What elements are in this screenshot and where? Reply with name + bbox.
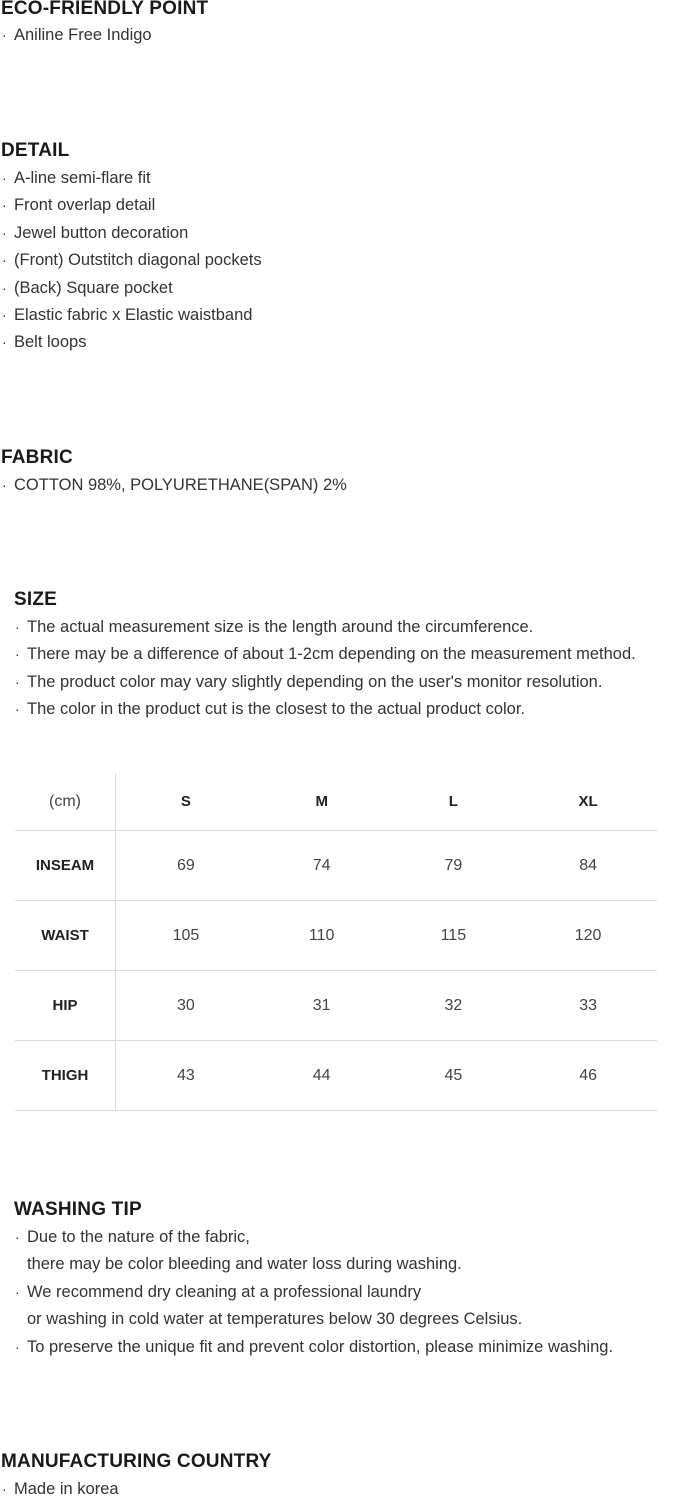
size-column-header: L <box>388 773 520 831</box>
list-item: · COTTON 98%, POLYURETHANE(SPAN) 2% <box>1 472 347 499</box>
table-cell: 45 <box>388 1041 520 1111</box>
table-cell: 84 <box>519 831 657 901</box>
detail-section <box>1 139 262 357</box>
bullet-icon: · <box>15 1283 20 1300</box>
table-cell: 33 <box>519 971 657 1041</box>
bullet-icon: · <box>2 224 7 241</box>
list-item: · The product color may vary slightly depending on the user's monitor resolution. <box>14 669 636 696</box>
washing-section <box>14 1198 613 1361</box>
table-cell: 120 <box>519 901 657 971</box>
table-cell: 32 <box>388 971 520 1041</box>
bullet-icon: · <box>15 619 20 635</box>
table-cell: 43 <box>116 1041 256 1111</box>
row-label: WAIST <box>15 901 116 971</box>
table-cell: 105 <box>116 901 256 971</box>
bullet-icon: · <box>2 477 7 493</box>
list-item: · Belt loops <box>1 329 262 356</box>
list-item: · Made in korea <box>1 1476 272 1503</box>
list-item: · We recommend dry cleaning at a professional laundry or washing in cold water at temperatures below 30 degrees Celsius. <box>14 1279 613 1334</box>
list-item: · There may be a difference of about 1-2cm depending on the measurement method. <box>14 641 636 668</box>
table-row <box>15 831 657 901</box>
bullet-icon: · <box>2 252 7 269</box>
bullet-icon: · <box>15 673 20 690</box>
fabric-list <box>1 472 347 499</box>
row-label: HIP <box>15 971 116 1041</box>
table-row <box>15 971 657 1041</box>
manufacturing-heading: MANUFACTURING COUNTRY <box>1 1451 272 1472</box>
bullet-icon: · <box>2 279 7 296</box>
eco-list <box>1 22 208 49</box>
bullet-icon: · <box>2 27 7 43</box>
bullet-icon: · <box>15 701 20 718</box>
bullet-icon: · <box>2 1481 7 1497</box>
size-column-header: S <box>116 773 256 831</box>
eco-heading: ECO-FRIENDLY POINT <box>1 0 209 19</box>
table-row <box>15 1041 657 1111</box>
bullet-icon: · <box>15 646 20 663</box>
table-cell: 31 <box>256 971 388 1041</box>
bullet-icon: · <box>15 1229 20 1245</box>
bullet-icon: · <box>15 1338 20 1355</box>
list-item: · Elastic fabric x Elastic waistband <box>1 302 262 329</box>
detail-list <box>1 165 262 357</box>
table-header-row <box>15 773 657 831</box>
table-row <box>15 901 657 971</box>
fabric-heading: FABRIC <box>1 447 73 468</box>
list-item: · A-line semi-flare fit <box>1 165 262 192</box>
table-cell: 69 <box>116 831 256 901</box>
table-cell: 30 <box>116 971 256 1041</box>
list-item: · The color in the product cut is the closest to the actual product color. <box>14 696 636 723</box>
bullet-icon: · <box>2 307 7 324</box>
washing-heading: WASHING TIP <box>14 1199 142 1220</box>
bullet-icon: · <box>2 334 7 351</box>
eco-section <box>1 0 208 49</box>
size-table <box>15 773 657 1111</box>
table-cell: 44 <box>256 1041 388 1111</box>
table-cell: 79 <box>388 831 520 901</box>
unit-label: (cm) <box>15 773 116 831</box>
table-cell: 74 <box>256 831 388 901</box>
list-item: · (Front) Outstitch diagonal pockets <box>1 247 262 274</box>
list-item: · Aniline Free Indigo <box>1 22 208 49</box>
table-cell: 46 <box>519 1041 657 1111</box>
row-label: INSEAM <box>15 831 116 901</box>
detail-heading: DETAIL <box>1 140 70 161</box>
list-item: · (Back) Square pocket <box>1 275 262 302</box>
fabric-section <box>1 446 347 499</box>
size-notes-list <box>14 614 636 724</box>
manufacturing-section <box>1 1450 272 1503</box>
size-heading: SIZE <box>14 589 58 610</box>
table-cell: 110 <box>256 901 388 971</box>
size-section <box>14 588 636 724</box>
bullet-icon: · <box>2 197 7 214</box>
list-item: · The actual measurement size is the length around the circumference. <box>14 614 636 641</box>
manufacturing-list <box>1 1476 272 1503</box>
row-label: THIGH <box>15 1041 116 1111</box>
bullet-icon: · <box>2 170 7 186</box>
list-item: · Jewel button decoration <box>1 220 262 247</box>
list-item: · Due to the nature of the fabric, there may be color bleeding and water loss during washing. <box>14 1224 613 1279</box>
size-column-header: XL <box>519 773 657 831</box>
washing-list <box>14 1224 613 1361</box>
list-item: · Front overlap detail <box>1 192 262 219</box>
table-cell: 115 <box>388 901 520 971</box>
list-item: · To preserve the unique fit and prevent color distortion, please minimize washing. <box>14 1334 613 1361</box>
size-column-header: M <box>256 773 388 831</box>
